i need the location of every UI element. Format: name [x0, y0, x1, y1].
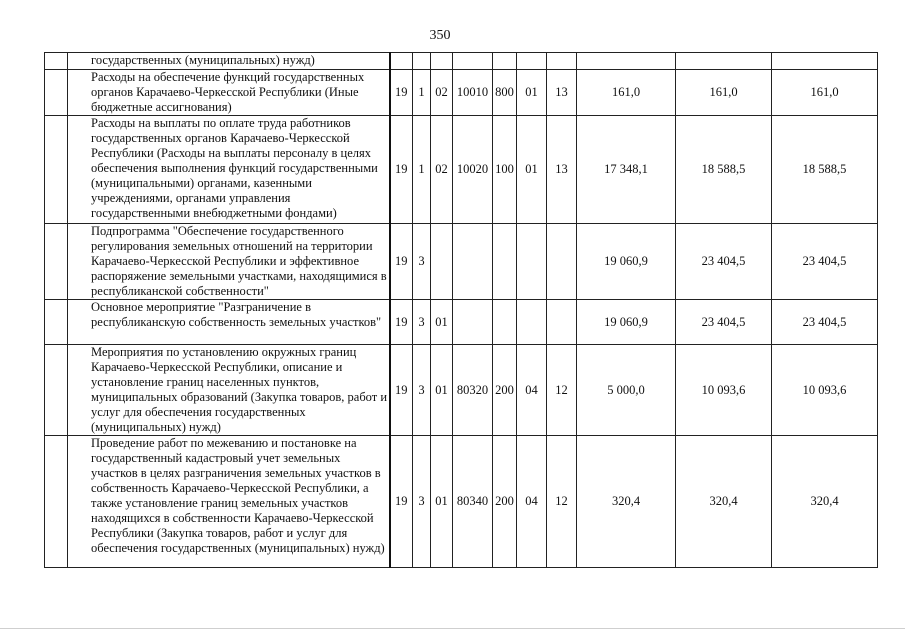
amount-year1-cell: 161,0 [577, 70, 676, 116]
code-sub-cell: 3 [413, 436, 431, 568]
code-dir-cell: 10020 [453, 116, 493, 224]
code-vr-cell: 800 [493, 70, 517, 116]
description-cell: Проведение работ по межеванию и постановке на государственный кадастровый учет земельных участков в целях разграничения земельных участков в собственность Карачаево-Черкесской Республики, а также установление границ земельных участков находящихся в собственности Карачаево-Черкесской Республики (Закупка товаров, работ и услуг для обеспечения государственных (муниципальных) нужд) [68, 436, 390, 568]
amount-year1-cell: 19 060,9 [577, 224, 676, 300]
empty-cell [45, 70, 68, 116]
empty-cell [45, 436, 68, 568]
code-main-cell [431, 224, 453, 300]
code-dir-cell: 80320 [453, 345, 493, 436]
code-dir-cell [453, 224, 493, 300]
code-main-cell: 01 [431, 436, 453, 568]
code-pr-cell: 13 [547, 70, 577, 116]
amount-year3-cell: 320,4 [772, 436, 878, 568]
code-vr-cell [493, 224, 517, 300]
table-row [45, 224, 878, 300]
amount-year1-cell: 19 060,9 [577, 300, 676, 345]
code-main-cell: 02 [431, 116, 453, 224]
amount-year3-cell: 23 404,5 [772, 224, 878, 300]
code-gp-cell: 19 [390, 116, 413, 224]
empty-cell [45, 53, 68, 70]
table-row [45, 116, 878, 224]
code-pr-cell: 12 [547, 436, 577, 568]
code-sub-cell: 1 [413, 116, 431, 224]
table-body [45, 53, 878, 568]
code-rz-cell: 04 [517, 345, 547, 436]
amount-year2-cell: 18 588,5 [676, 116, 772, 224]
amount-year2-cell [676, 53, 772, 70]
code-pr-cell: 13 [547, 116, 577, 224]
code-pr-cell [547, 53, 577, 70]
code-main-cell: 01 [431, 300, 453, 345]
code-gp-cell: 19 [390, 300, 413, 345]
code-dir-cell [453, 53, 493, 70]
amount-year2-cell: 10 093,6 [676, 345, 772, 436]
amount-year2-cell: 320,4 [676, 436, 772, 568]
code-sub-cell: 1 [413, 70, 431, 116]
code-sub-cell: 3 [413, 224, 431, 300]
code-sub-cell: 3 [413, 345, 431, 436]
amount-year3-cell: 18 588,5 [772, 116, 878, 224]
code-sub-cell: 3 [413, 300, 431, 345]
code-dir-cell: 80340 [453, 436, 493, 568]
empty-cell [45, 116, 68, 224]
empty-cell [45, 345, 68, 436]
amount-year1-cell [577, 53, 676, 70]
code-vr-cell [493, 53, 517, 70]
code-gp-cell: 19 [390, 70, 413, 116]
code-pr-cell [547, 224, 577, 300]
description-cell: Подпрограмма "Обеспечение государственного регулирования земельных отношений на территории Карачаево-Черкесской Республики и эффективное распоряжение земельными участками, находящимися в республиканской собственности" [68, 224, 390, 300]
code-gp-cell: 19 [390, 224, 413, 300]
amount-year1-cell: 5 000,0 [577, 345, 676, 436]
description-cell: Расходы на выплаты по оплате труда работников государственных органов Карачаево-Черкесской Республики (Расходы на выплаты персоналу в целях обеспечения выполнения функций государственными (муниципальными) органами, казенными учреждениями, органами управления государственными внебюджетными фондами) [68, 116, 390, 224]
code-rz-cell: 01 [517, 116, 547, 224]
code-rz-cell: 01 [517, 70, 547, 116]
code-sub-cell [413, 53, 431, 70]
amount-year1-cell: 320,4 [577, 436, 676, 568]
bottom-divider [0, 628, 905, 629]
page-number: 350 [429, 28, 451, 43]
code-rz-cell [517, 53, 547, 70]
table-row [45, 300, 878, 345]
code-gp-cell [390, 53, 413, 70]
code-vr-cell: 100 [493, 116, 517, 224]
code-vr-cell: 200 [493, 436, 517, 568]
code-main-cell: 02 [431, 70, 453, 116]
empty-cell [45, 300, 68, 345]
amount-year3-cell [772, 53, 878, 70]
code-gp-cell: 19 [390, 436, 413, 568]
description-cell: Расходы на обеспечение функций государственных органов Карачаево-Черкесской Республики (Иные бюджетные ассигнования) [68, 70, 390, 116]
budget-table [44, 52, 878, 568]
description-cell: Мероприятия по установлению окружных границ Карачаево-Черкесской Республики, описание и установление границ населенных пунктов, муниципальных образований (Закупка товаров, работ и услуг для обеспечения государственных (муниципальных) нужд) [68, 345, 390, 436]
code-main-cell: 01 [431, 345, 453, 436]
code-dir-cell [453, 300, 493, 345]
table-row [45, 70, 878, 116]
description-cell: государственных (муниципальных) нужд) [68, 53, 390, 70]
table-row [45, 345, 878, 436]
code-pr-cell: 12 [547, 345, 577, 436]
amount-year3-cell: 161,0 [772, 70, 878, 116]
amount-year2-cell: 23 404,5 [676, 224, 772, 300]
table-row [45, 436, 878, 568]
code-gp-cell: 19 [390, 345, 413, 436]
code-vr-cell: 200 [493, 345, 517, 436]
code-dir-cell: 10010 [453, 70, 493, 116]
code-vr-cell [493, 300, 517, 345]
amount-year1-cell: 17 348,1 [577, 116, 676, 224]
amount-year2-cell: 161,0 [676, 70, 772, 116]
table-row [45, 53, 878, 70]
amount-year2-cell: 23 404,5 [676, 300, 772, 345]
description-cell: Основное мероприятие "Разграничение в республиканскую собственность земельных участков" [68, 300, 390, 345]
code-rz-cell [517, 224, 547, 300]
code-rz-cell: 04 [517, 436, 547, 568]
amount-year3-cell: 23 404,5 [772, 300, 878, 345]
code-rz-cell [517, 300, 547, 345]
code-pr-cell [547, 300, 577, 345]
amount-year3-cell: 10 093,6 [772, 345, 878, 436]
code-main-cell [431, 53, 453, 70]
empty-cell [45, 224, 68, 300]
